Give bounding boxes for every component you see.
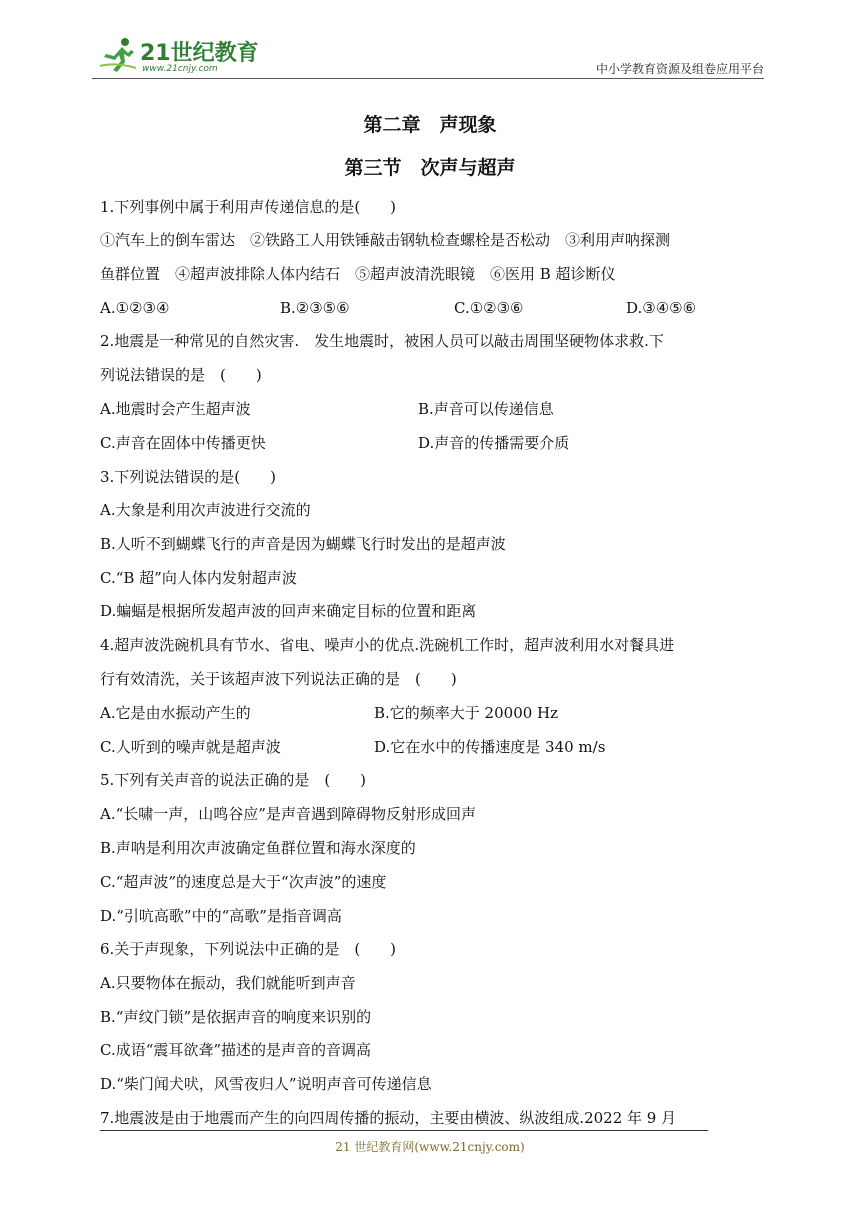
q6-option-c: C.成语“震耳欲聋”描述的是声音的音调高	[100, 1041, 372, 1059]
q2-option-a: A.地震时会产生超声波	[100, 400, 251, 418]
q5-option-a: A.“长啸一声，山鸣谷应”是声音遇到障碍物反射形成回声	[100, 805, 476, 823]
q3-option-a: A.大象是利用次声波进行交流的	[100, 501, 311, 519]
q6-stem: 6.关于声现象，下列说法中正确的是 ( )	[100, 940, 397, 958]
q6-option-b: B.“声纹门锁”是依据声音的响度来识别的	[100, 1008, 372, 1026]
q3-option-c: C.“B 超”向人体内发射超声波	[100, 569, 297, 587]
q1-list-line2: 鱼群位置 ④超声波排除人体内结石 ⑤超声波清洗眼镜 ⑥医用 B 超诊断仪	[100, 265, 616, 283]
q3-stem: 3.下列说法错误的是( )	[100, 468, 277, 486]
logo-url: www.21cnjy.com	[142, 64, 218, 74]
q1-stem: 1.下列事例中属于利用声传递信息的是( )	[100, 198, 397, 216]
q1-list-line1: ①汽车上的倒车雷达 ②铁路工人用铁锤敲击钢轨检查螺栓是否松动 ③利用声呐探测	[100, 231, 671, 249]
q6-option-a: A.只要物体在振动，我们就能听到声音	[100, 974, 356, 992]
q4-stem-line1: 4.超声波洗碗机具有节水、省电、噪声小的优点.洗碗机工作时，超声波利用水对餐具进	[100, 636, 675, 654]
q1-option-b: B.②③⑤⑥	[280, 299, 350, 317]
q4-option-d: D.它在水中的传播速度是 340 m/s	[374, 738, 606, 756]
q1-option-d: D.③④⑤⑥	[626, 299, 697, 317]
q2-option-b: B.声音可以传递信息	[418, 400, 554, 418]
q4-stem-line2: 行有效清洗，关于该超声波下列说法正确的是 ( )	[100, 670, 457, 688]
q2-option-c: C.声音在固体中传播更快	[100, 434, 266, 452]
section-title: 第三节 次声与超声	[344, 157, 516, 179]
q4-option-b: B.它的频率大于 20000 Hz	[374, 704, 559, 722]
header-platform-text: 中小学教育资源及组卷应用平台	[595, 62, 764, 76]
site-logo	[92, 34, 262, 78]
runner-logo-icon	[98, 36, 138, 74]
q3-option-b: B.人听不到蝴蝶飞行的声音是因为蝴蝶飞行时发出的是超声波	[100, 535, 506, 553]
page-header	[92, 30, 764, 80]
q3-option-d: D.蝙蝠是根据所发超声波的回声来确定目标的位置和距离	[100, 602, 477, 620]
q1-option-c: C.①②③⑥	[454, 299, 524, 317]
q5-option-b: B.声呐是利用次声波确定鱼群位置和海水深度的	[100, 839, 416, 857]
logo-text: 21世纪教育	[140, 41, 259, 66]
q2-option-d: D.声音的传播需要介质	[418, 434, 570, 452]
header-divider	[92, 78, 764, 79]
q7-stem-line1: 7.地震波是由于地震而产生的向四周传播的振动，主要由横波、纵波组成.2022 年 9 月	[100, 1109, 677, 1127]
q5-option-c: C.“超声波”的速度总是大于“次声波”的速度	[100, 873, 387, 891]
q4-option-a: A.它是由水振动产生的	[100, 704, 251, 722]
q6-option-d: D.“柴门闻犬吠，风雪夜归人”说明声音可传递信息	[100, 1075, 432, 1093]
q5-stem: 5.下列有关声音的说法正确的是 ( )	[100, 771, 367, 789]
q2-stem-line2: 列说法错误的是 ( )	[100, 366, 262, 384]
q4-option-c: C.人听到的噪声就是超声波	[100, 738, 281, 756]
footer-divider	[100, 1130, 708, 1131]
chapter-title: 第二章 声现象	[363, 114, 497, 136]
q5-option-d: D.“引吭高歌”中的“高歌”是指音调高	[100, 907, 342, 925]
q2-stem-line1: 2.地震是一种常见的自然灾害. 发生地震时，被困人员可以敲击周围坚硬物体求救.下	[100, 332, 664, 350]
footer-text: 21 世纪教育网(www.21cnjy.com)	[335, 1140, 525, 1154]
q1-option-a: A.①②③④	[100, 299, 170, 317]
